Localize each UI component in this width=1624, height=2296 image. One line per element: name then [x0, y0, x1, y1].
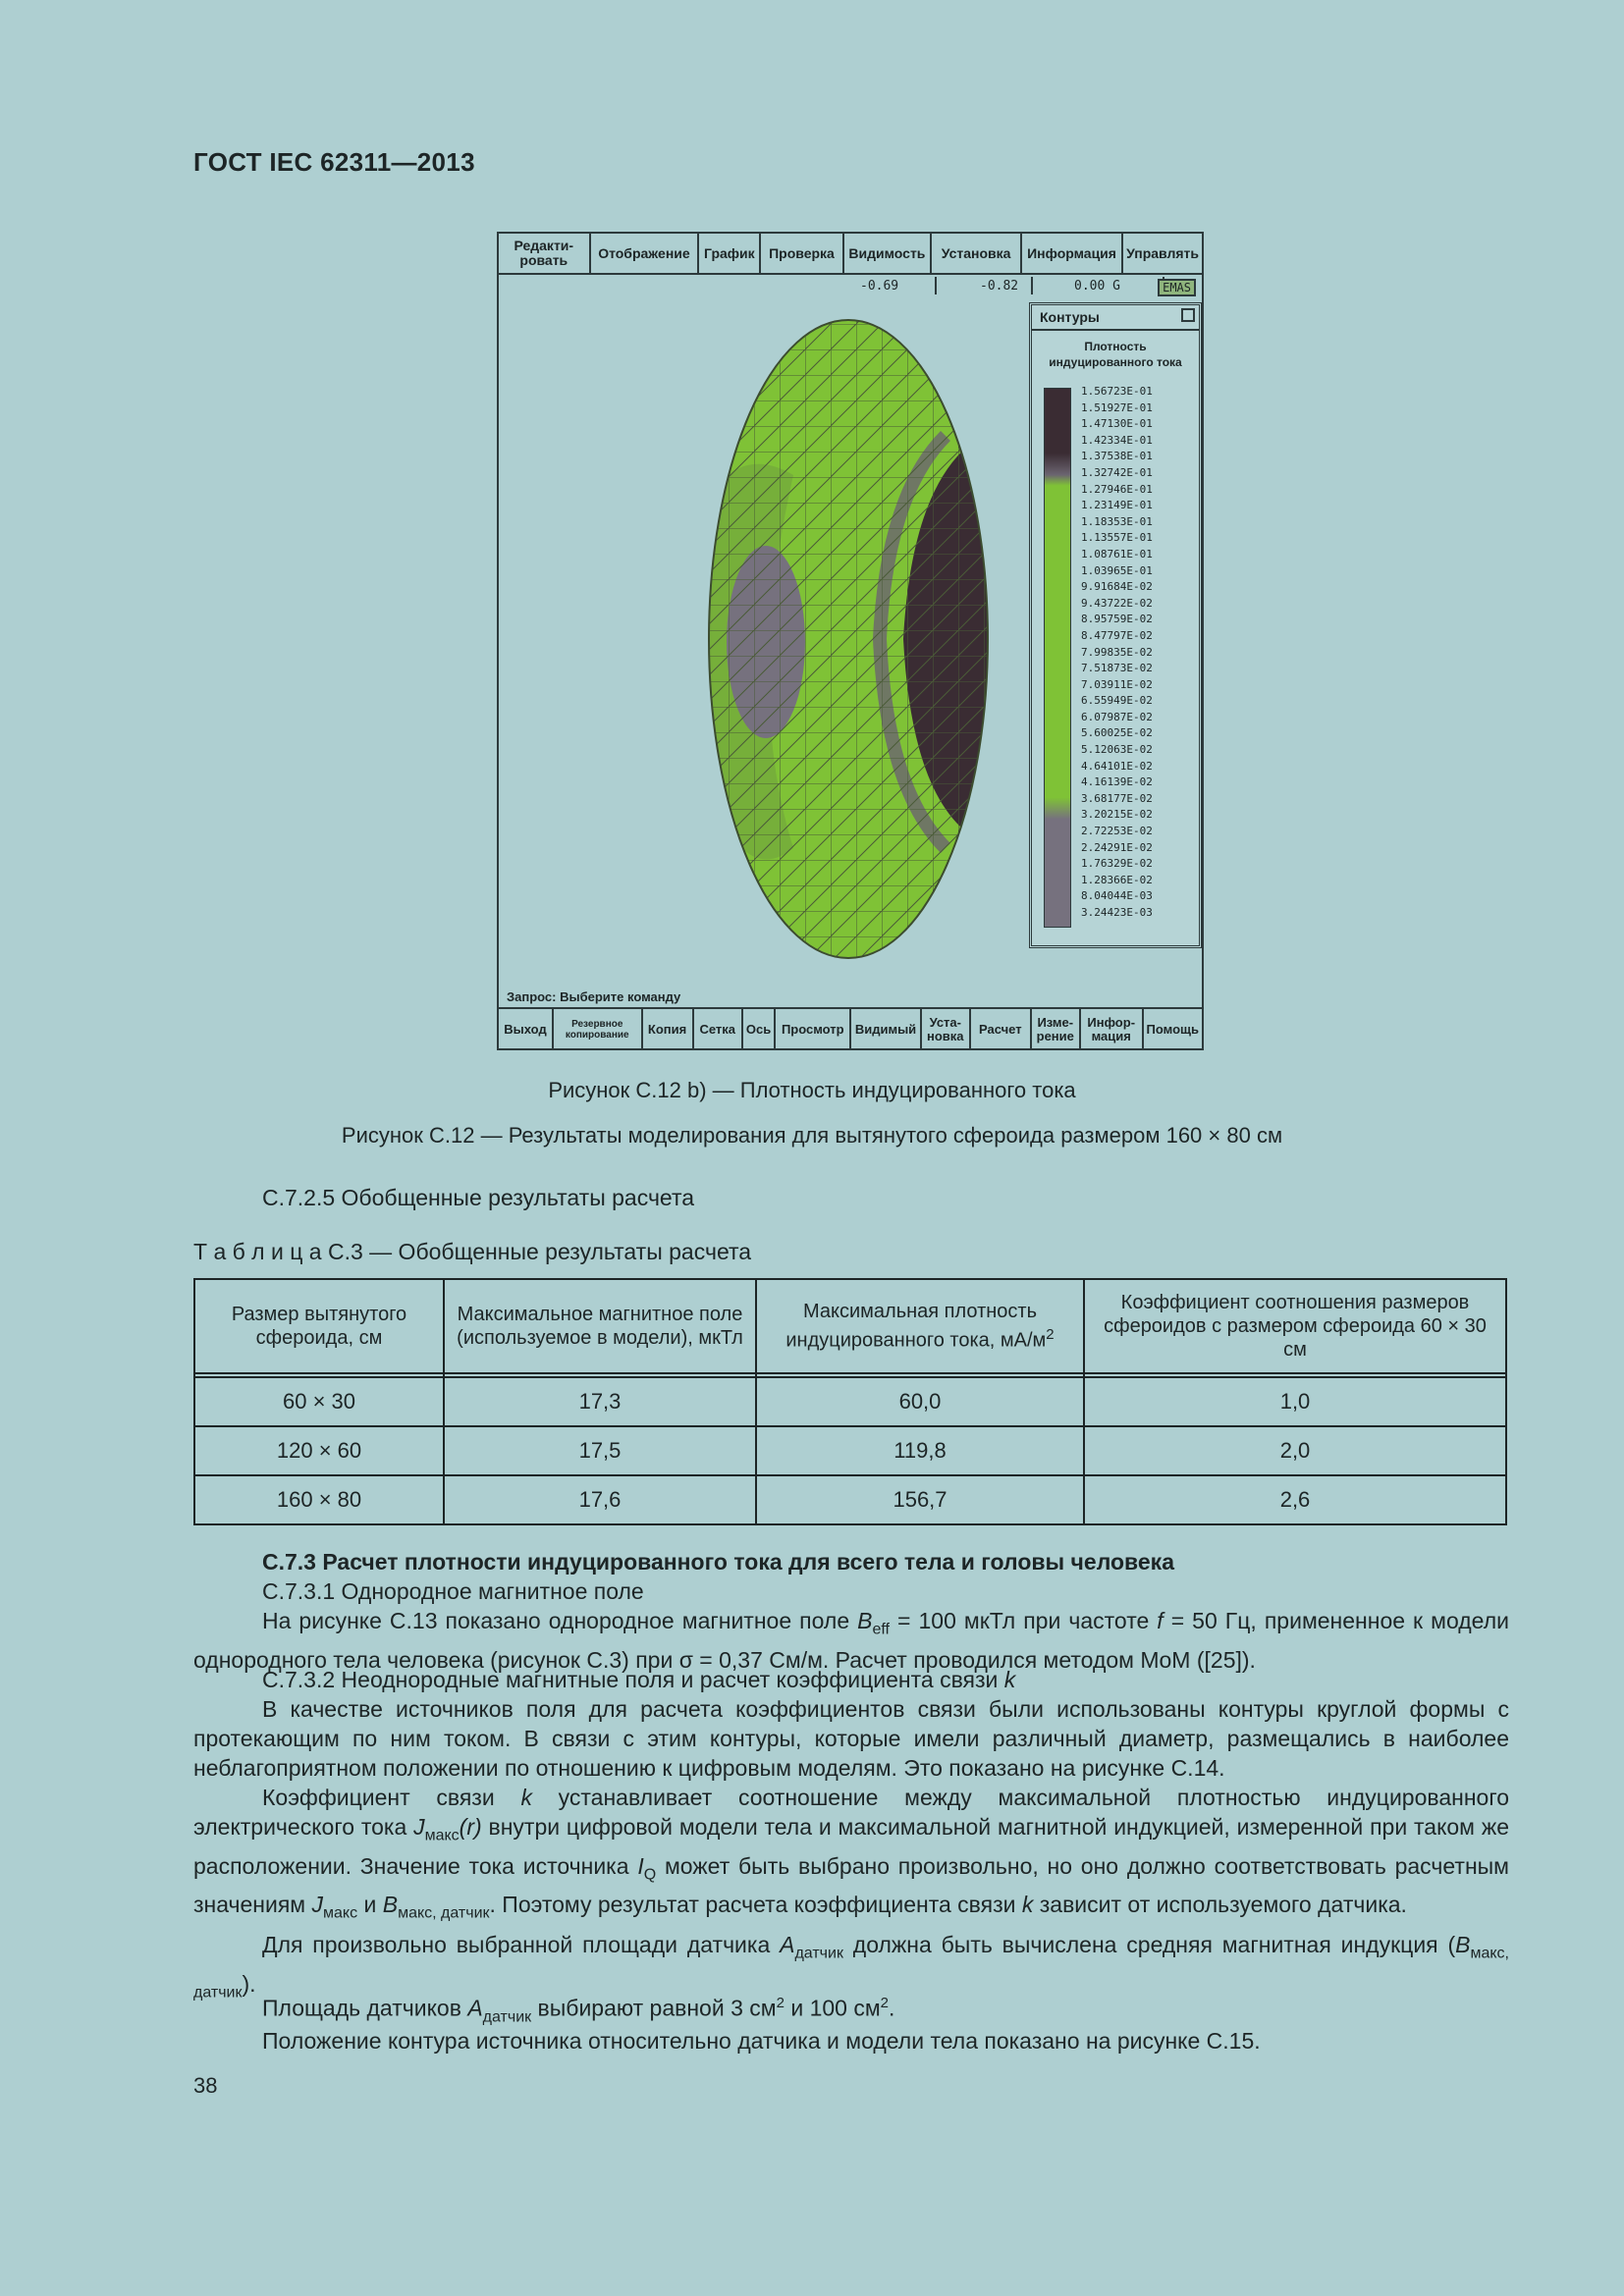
paragraph-2: В качестве источников поля для расчета коэффициентов связи были использованы контуры круглой формы с протекающим по ним током. В связи с этим контуры, которые имели различный диаметр, размещались в наиболее неблагоприятном положении по отношению к цифровым моделям. Это показано на рисунке С.14. — [193, 1696, 1509, 1781]
table-row — [194, 1475, 1506, 1524]
paragraph-4: Для произвольно выбранной площади датчика $A_{датчик}$ должна быть вычислена средняя магнитная индукция $(B_{макс, датчик})$. — [193, 1932, 1509, 2002]
cell-size: 160 × 80 — [194, 1475, 444, 1524]
cell-field: 17,3 — [444, 1377, 756, 1426]
legend-value: 1.08761E-01 — [1081, 547, 1153, 561]
legend-value: 6.07987E-02 — [1081, 710, 1153, 723]
menu-check[interactable]: Проверка — [761, 234, 843, 273]
coord-x: -0.69 — [860, 279, 899, 294]
contours-legend — [1029, 302, 1202, 948]
legend-value: 6.55949E-02 — [1081, 694, 1153, 708]
coord-z: 0.00 G — [1074, 279, 1120, 294]
legend-value: 7.51873E-02 — [1081, 662, 1153, 675]
btn-axis[interactable]: Ось — [743, 1009, 776, 1050]
legend-value: 7.99835E-02 — [1081, 645, 1153, 659]
legend-value: 3.24423E-03 — [1081, 906, 1153, 919]
menu-setup[interactable]: Установка — [932, 234, 1022, 273]
table-header-row — [194, 1279, 1506, 1373]
table-caption: Т а б л и ц а С.3 — Обобщенные результаты расчета — [193, 1239, 752, 1264]
paragraph-3: Коэффициент связи k устанавливает соотношение между максимальной плотностью индуцированного электрического тока $J_{макс}(r)$ внутри цифровой модели тела и максимальной магнитной индукцией, измеренной при таком же расположении. Значение тока источника $I_Q$ может быть выбрано произвольно, но оно должно соответствовать расчетным значениям $J_{макс}$ и $B_{макс, датчик}$. Поэтому результат расчета коэффициента связи k зависит от используемого датчика. — [193, 1785, 1509, 1922]
header-size: Размер вытянутого сфероида, см — [194, 1279, 444, 1373]
btn-grid[interactable]: Сетка — [694, 1009, 743, 1050]
legend-value: 3.68177E-02 — [1081, 791, 1153, 805]
btn-setup[interactable]: Уста-новка — [922, 1009, 971, 1050]
legend-value: 8.95759E-02 — [1081, 613, 1153, 626]
legend-value: 8.47797E-02 — [1081, 628, 1153, 642]
menu-control[interactable]: Управлять — [1126, 244, 1199, 261]
legend-value: 9.91684E-02 — [1081, 580, 1153, 594]
legend-value: 1.47130E-01 — [1081, 417, 1153, 431]
legend-value: 1.56723E-01 — [1081, 385, 1153, 398]
table-row — [194, 1377, 1506, 1426]
cell-ratio: 2,6 — [1084, 1475, 1506, 1524]
btn-backup[interactable]: Резервное копирование — [554, 1009, 643, 1050]
cell-size: 120 × 60 — [194, 1426, 444, 1475]
section-heading-732: С.7.3.2 Неоднородные магнитные поля и расчет коэффициента связи k — [262, 1667, 1016, 1692]
header-max-density-sup: 2 — [1046, 1326, 1055, 1344]
btn-copy[interactable]: Копия — [643, 1009, 694, 1050]
legend-value: 4.64101E-02 — [1081, 759, 1153, 773]
btn-exit[interactable]: Выход — [499, 1009, 554, 1050]
btn-help[interactable]: Помощь — [1146, 1022, 1200, 1037]
bottom-toolbar — [499, 1007, 1202, 1050]
figure-caption-main: Рисунок С.12 — Результаты моделирования для вытянутого сфероида размером 160 × 80 см — [341, 1123, 1283, 1148]
btn-info[interactable]: Инфор-мация — [1081, 1009, 1144, 1050]
menu-edit[interactable]: Редакти-ровать — [499, 234, 591, 273]
btn-measure[interactable]: Изме-рение — [1032, 1009, 1081, 1050]
coordinate-bar — [499, 275, 1202, 298]
btn-calc[interactable]: Расчет — [971, 1009, 1032, 1050]
cell-size: 60 × 30 — [194, 1377, 444, 1426]
legend-title: Контуры — [1040, 309, 1100, 325]
cell-density: 60,0 — [756, 1377, 1084, 1426]
legend-value: 1.18353E-01 — [1081, 514, 1153, 528]
menu-bar — [499, 234, 1202, 275]
btn-visible[interactable]: Видимый — [851, 1009, 921, 1050]
legend-value: 1.23149E-01 — [1081, 499, 1153, 512]
legend-value: 1.42334E-01 — [1081, 433, 1153, 447]
btn-view[interactable]: Просмотр — [776, 1009, 851, 1050]
figure-caption-b: Рисунок С.12 b) — Плотность индуцированного тока — [548, 1078, 1076, 1102]
simulation-window — [497, 232, 1204, 1050]
coord-y: -0.82 — [980, 279, 1019, 294]
legend-subtitle-line2: индуцированного тока — [1049, 355, 1182, 369]
legend-value: 4.16139E-02 — [1081, 775, 1153, 789]
close-icon[interactable] — [1181, 308, 1195, 322]
header-max-density-text: Максимальная плотность индуцированного тока, мА/м — [785, 1301, 1047, 1352]
legend-value: 5.60025E-02 — [1081, 726, 1153, 740]
legend-value: 2.72253E-02 — [1081, 825, 1153, 838]
section-heading-73: С.7.3 Расчет плотности индуцированного тока для всего тела и головы человека — [262, 1549, 1174, 1575]
header-ratio: Коэффициент соотношения размеров сфероидов с размером сфероида 60 × 30 см — [1084, 1279, 1506, 1373]
legend-value: 1.51927E-01 — [1081, 400, 1153, 414]
page-number: 38 — [193, 2073, 218, 2098]
legend-value: 1.28366E-02 — [1081, 873, 1153, 886]
paragraph-1: На рисунке С.13 показано однородное магнитное поле $B_{eff} = 100$ мкТл при частоте f = 50 Гц, примененное к модели однородного тела человека (рисунок С.3) при σ = 0,37 См/м. Расчет проводился методом MoM ([25]). — [193, 1608, 1509, 1673]
legend-value: 8.04044E-03 — [1081, 889, 1153, 903]
menu-visibility[interactable]: Видимость — [844, 234, 933, 273]
legend-subtitle-line1: Плотность — [1084, 340, 1147, 353]
table-row — [194, 1426, 1506, 1475]
legend-value: 7.03911E-02 — [1081, 677, 1153, 691]
cell-density: 156,7 — [756, 1475, 1084, 1524]
legend-value: 3.20215E-02 — [1081, 808, 1153, 822]
legend-color-scale — [1044, 388, 1071, 928]
menu-display[interactable]: Отображение — [591, 234, 700, 273]
legend-value: 9.43722E-02 — [1081, 596, 1153, 610]
cell-ratio: 2,0 — [1084, 1426, 1506, 1475]
emas-badge[interactable]: EMAS — [1158, 279, 1196, 296]
legend-value: 1.03965E-01 — [1081, 563, 1153, 577]
paragraph-5: Площадь датчиков $A_{датчик}$ выбирают равной 3 $см^2$ и 100 $см^2$. — [262, 1995, 895, 2026]
menu-info[interactable]: Информация — [1022, 234, 1123, 273]
legend-value: 1.27946E-01 — [1081, 482, 1153, 496]
spheroid-model — [695, 298, 1009, 986]
legend-title-bar — [1032, 305, 1199, 331]
document-header: ГОСТ IEC 62311—2013 — [193, 147, 475, 177]
header-max-field: Максимальное магнитное поле (используемое в модели), мкТл — [444, 1279, 756, 1373]
header-max-density — [756, 1279, 1084, 1373]
paragraph-6: Положение контура источника относительно датчика и модели тела показано на рисунке С.15. — [262, 2028, 1261, 2054]
cell-density: 119,8 — [756, 1426, 1084, 1475]
cell-field: 17,6 — [444, 1475, 756, 1524]
legend-value: 5.12063E-02 — [1081, 743, 1153, 757]
legend-value: 1.13557E-01 — [1081, 531, 1153, 545]
section-heading-725: С.7.2.5 Обобщенные результаты расчета — [262, 1185, 695, 1210]
legend-subtitle — [1032, 339, 1199, 370]
cell-field: 17,5 — [444, 1426, 756, 1475]
cell-ratio: 1,0 — [1084, 1377, 1506, 1426]
legend-values — [1081, 384, 1153, 922]
legend-value: 1.32742E-01 — [1081, 465, 1153, 479]
section-heading-731: С.7.3.1 Однородное магнитное поле — [262, 1578, 644, 1604]
results-table — [193, 1278, 1507, 1525]
legend-value: 1.76329E-02 — [1081, 857, 1153, 871]
legend-value: 1.37538E-01 — [1081, 450, 1153, 463]
menu-graph[interactable]: График — [699, 234, 761, 273]
command-prompt: Запрос: Выберите команду — [507, 988, 681, 1004]
legend-value: 2.24291E-02 — [1081, 840, 1153, 854]
